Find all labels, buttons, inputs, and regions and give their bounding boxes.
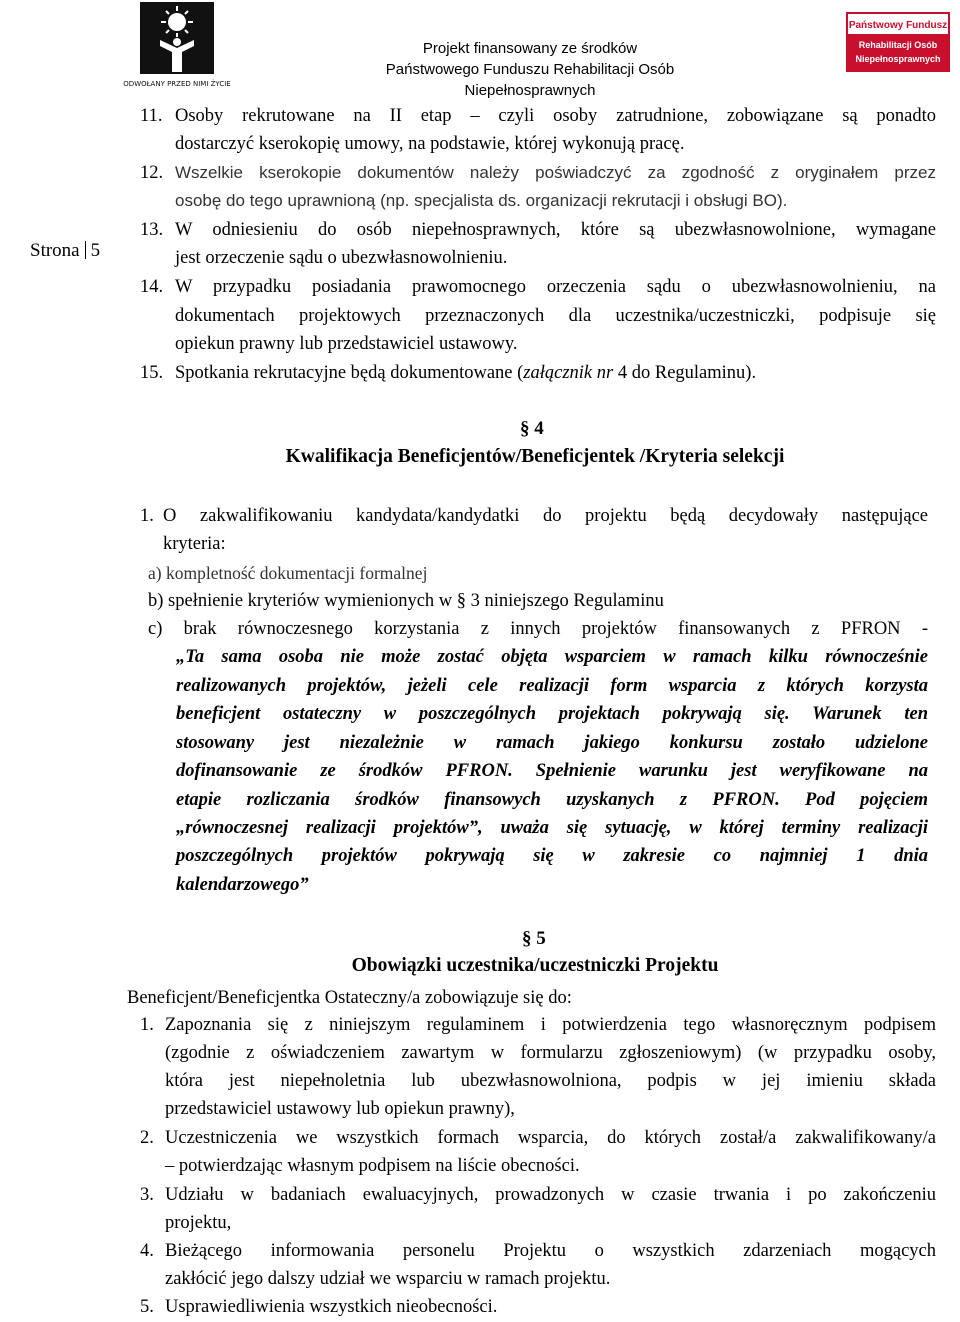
list-item-text: dostarczyć kserokopię umowy, na podstawie, której wykonują pracę. — [175, 134, 685, 154]
list-item-number: 14. — [140, 277, 164, 297]
section-5-number: § 5 — [522, 928, 546, 949]
page-number-label — [30, 240, 100, 262]
list-item-text: Spotkania rekrutacyjne będą dokumentowane (załącznik nr 4 do Regulaminu). — [175, 363, 757, 383]
list-item-number: 12. — [140, 163, 164, 183]
pfron-logo — [846, 12, 950, 72]
list-item-text: Zapoznania się z niniejszym regulaminem i potwierdzenia tego własnoręcznym podpisem — [165, 1015, 936, 1035]
list-item-text: – potwierdzając własnym podpisem na liście obecności. — [165, 1156, 580, 1176]
list-item-text: dokumentach projektowych przeznaczonych dla uczestnika/uczestniczki, podpisuje się — [175, 306, 936, 326]
list-item-text: Uczestniczenia we wszystkich formach wsparcia, do których został/a zakwalifikowany/a — [165, 1128, 936, 1148]
list-item-text: (zgodnie z oświadczeniem zawartym w formularzu zgłoszeniowym) (w przypadku osoby, — [165, 1043, 936, 1063]
list-item-number: 5. — [140, 1297, 154, 1317]
list-item-text: Osoby rekrutowane na II etap – czyli osoby zatrudnione, zobowiązane są ponadto — [175, 106, 936, 126]
criteria-intro: O zakwalifikowaniu kandydata/kandydatki do projektu będą decydowały następujące — [163, 506, 928, 526]
list-item-number: 15. — [140, 363, 164, 383]
header-title-line2: Państwowego Funduszu Rehabilitacji Osób Niepełnosprawnych — [385, 61, 675, 99]
logo-caption: ODWOŁANY PRZED NIMI ŻYCIE — [123, 80, 231, 88]
list-item-number: 13. — [140, 220, 164, 240]
list-item-number: 4. — [140, 1241, 154, 1261]
list-item-text: jest orzeczenie sądu o ubezwłasnowolnieniu. — [175, 248, 508, 268]
list-item-text: zakłócić jego dalszy udział we wsparciu w ramach projektu. — [165, 1269, 611, 1289]
page-divider — [85, 241, 86, 259]
list-item-text: Wszelkie kserokopie dokumentów należy poświadczyć za zgodność z oryginałem przez — [175, 163, 936, 182]
page-label: Strona — [30, 240, 80, 261]
page-number: 5 — [90, 240, 101, 261]
svg-text:Niepełnosprawnych: Niepełnosprawnych — [855, 54, 941, 64]
criterion-a: a) kompletność dokumentacji formalnej — [148, 563, 428, 583]
list-item-number: 1. — [140, 1015, 154, 1035]
list-item-number: 3. — [140, 1185, 154, 1205]
list-item-text: Bieżącego informowania personelu Projektu o wszystkich zdarzeniach mogących — [165, 1241, 936, 1261]
header-title-line1: Projekt finansowany ze środków — [422, 40, 638, 57]
list-item-text: W przypadku posiadania prawomocnego orzeczenia sądu o ubezwłasnowolnieniu, na — [175, 277, 936, 297]
section-4-title: Kwalifikacja Beneficjentów/Beneficjentek /Kryteria selekcji — [285, 446, 785, 467]
svg-text:Państwowy Fundusz: Państwowy Fundusz — [848, 20, 948, 31]
header-title — [320, 38, 740, 101]
list-item-text: która jest niepełnoletnia lub ubezwłasnowolniona, podpis w jej imieniu składa — [165, 1071, 936, 1091]
svg-text:Rehabilitacji Osób: Rehabilitacji Osób — [858, 40, 938, 50]
criteria-number: 1. — [140, 506, 154, 526]
list-item-text: osobę do tego uprawnioną (np. specjalista ds. organizacji rekrutacji i obsługi BO). — [175, 191, 788, 210]
list-item-text: Udziału w badaniach ewaluacyjnych, prowadzonych w czasie trwania i po zakończeniu — [165, 1185, 936, 1205]
section-5-title: Obowiązki uczestnika/uczestniczki Projektu — [351, 955, 719, 976]
list-item-text: projektu, — [165, 1213, 232, 1233]
list-item-text: Usprawiedliwienia wszystkich nieobecności. — [165, 1297, 498, 1317]
list-item-number: 2. — [140, 1128, 154, 1148]
criterion-c: c) brak równoczesnego korzystania z innych projektów finansowanych z PFRON - — [148, 619, 928, 639]
criterion-b: b) spełnienie kryteriów wymienionych w § 3 niniejszego Regulaminu — [148, 591, 664, 611]
list-item-text: przedstawiciel ustawowy lub opiekun prawny), — [165, 1099, 515, 1119]
foundation-logo — [123, 2, 231, 94]
list-item-text: W odniesieniu do osób niepełnosprawnych, które są ubezwłasnowolnione, wymagane — [175, 220, 936, 240]
list-item-text: opiekun prawny lub przedstawiciel ustawowy. — [175, 334, 518, 354]
criteria-intro: kryteria: — [163, 534, 226, 554]
list-item-number: 11. — [140, 106, 163, 126]
section-4-number: § 4 — [520, 418, 544, 439]
obligations-intro: Beneficjent/Beneficjentka Ostateczny/a zobowiązuje się do: — [127, 988, 572, 1008]
